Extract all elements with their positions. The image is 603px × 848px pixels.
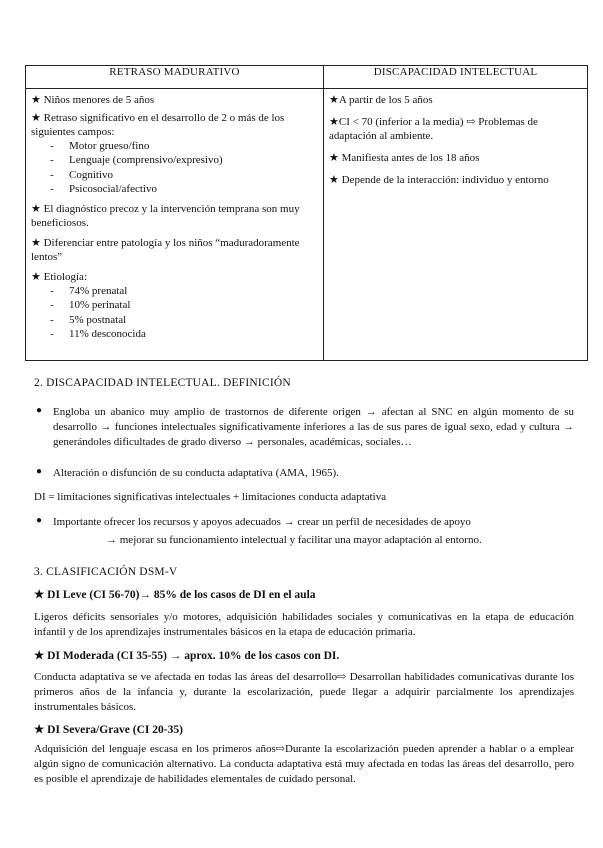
section2-bullet-importante	[36, 515, 574, 530]
rm-campos-list	[31, 139, 318, 196]
section3-title: 3. CLASIFICACIÓN DSM-V	[34, 566, 178, 578]
section2-title: 2. DISCAPACIDAD INTELECTUAL. DEFINICIÓN	[34, 377, 291, 389]
di-bullet-manifiesta: ★ Manifiesta antes de los 18 años	[329, 152, 480, 164]
bullet-dot-icon: ●	[36, 515, 43, 526]
rm-bullet-diagnostico: ★ El diagnóstico precoz y la intervención temprana son muy beneficiosos.	[31, 203, 300, 230]
list-item: - 10% perinatal	[31, 298, 318, 312]
rm-bullet-retraso: ★ Retraso significativo en el desarrollo de 2 o más de los siguientes campos:	[31, 112, 285, 138]
di-severa-text: Adquisición del lenguaje escasa en los primeros años⇨Durante la escolarización pueden aprender a hablar o a emplear algún signo de comunicación alternativo. La conducta adaptativa está muy afectada en todas las áreas del desarrollo, pero es posible el aprendizaje de habilidades elementales de cuidado personal.	[34, 743, 574, 786]
rm-bullet-etiologia: ★ Etiología:	[31, 271, 87, 284]
list-item: - 11% desconocida	[31, 327, 318, 341]
section2-bullet-importante-cont: → mejorar su funcionamiento intelectual y facilitar una mayor adaptación al entorno.	[106, 534, 482, 546]
bullet-text: Importante ofrecer los recursos y apoyos adecuados → crear un perfil de necesidades de apoyo	[53, 516, 471, 528]
list-item: - Psicosocial/afectivo	[31, 182, 318, 196]
comparison-table	[25, 65, 588, 361]
rm-etiologia-list	[31, 284, 318, 341]
list-item: - 74% prenatal	[31, 284, 318, 298]
di-leve-heading: ★ DI Leve (CI 56-70)→ 85% de los casos de DI en el aula	[34, 589, 316, 601]
bullet-dot-icon: ●	[36, 405, 43, 416]
di-formula: DI = limitaciones significativas intelectuales + limitaciones conducta adaptativa	[34, 491, 387, 503]
rm-bullet-edad: ★ Niños menores de 5 años	[31, 94, 155, 106]
di-severa-heading: ★ DI Severa/Grave (CI 20-35)	[34, 724, 183, 736]
di-bullet-ci: ★CI < 70 (inferior a la media) ⇨ Problemas de adaptación al ambiente.	[329, 116, 538, 142]
rm-bullet-diferenciar: ★ Diferenciar entre patología y los niños “maduradoramente lentos”	[31, 237, 300, 264]
di-bullet-edad: ★A partir de los 5 años	[329, 94, 433, 106]
di-bullet-interaccion: ★ Depende de la interacción: individuo y entorno	[329, 174, 549, 186]
list-item: - Cognitivo	[31, 168, 318, 182]
list-item: - Motor grueso/fino	[31, 139, 318, 153]
list-item: - 5% postnatal	[31, 313, 318, 327]
di-leve-text: Ligeros déficits sensoriales y/o motores, adquisición habilidades sociales y comunicativas en la etapa de educación infantil y de los aprendizajes instrumentales básicos en la etapa de educación primaria.	[34, 611, 574, 639]
cell-retraso-madurativo	[26, 89, 324, 361]
bullet-dot-icon: ●	[36, 466, 43, 477]
list-item: - Lenguaje (comprensivo/expresivo)	[31, 153, 318, 167]
di-moderada-heading: ★ DI Moderada (CI 35-55) → aprox. 10% de los casos con DI.	[34, 650, 340, 662]
header-discapacidad-intelectual: DISCAPACIDAD INTELECTUAL	[324, 66, 588, 89]
bullet-text: Engloba un abanico muy amplio de trastornos de diferente origen → afectan al SNC en algún momento de su desarrollo → funciones intelectuales significativamente inferiores a las de sus pares de igual sexo, edad y cultura → generándoles dificultades de grado diverso → personales, académicas, sociales…	[53, 406, 574, 448]
bullet-text: Alteración o disfunción de su conducta adaptativa (AMA, 1965).	[53, 467, 339, 479]
cell-discapacidad-intelectual	[324, 89, 588, 361]
section2-bullet-alteracion	[36, 466, 574, 481]
di-moderada-text: Conducta adaptativa se ve afectada en todas las áreas del desarrollo⇨ Desarrollan habilidades comunicativas durante los primeros años de la infancia y, durante la escolarización, puede llegar a adquirir parcialmente los aprendizajes instrumentales básicos.	[34, 671, 574, 714]
section2-bullet-engloba	[36, 405, 574, 450]
header-retraso-madurativo: RETRASO MADURATIVO	[26, 66, 324, 89]
